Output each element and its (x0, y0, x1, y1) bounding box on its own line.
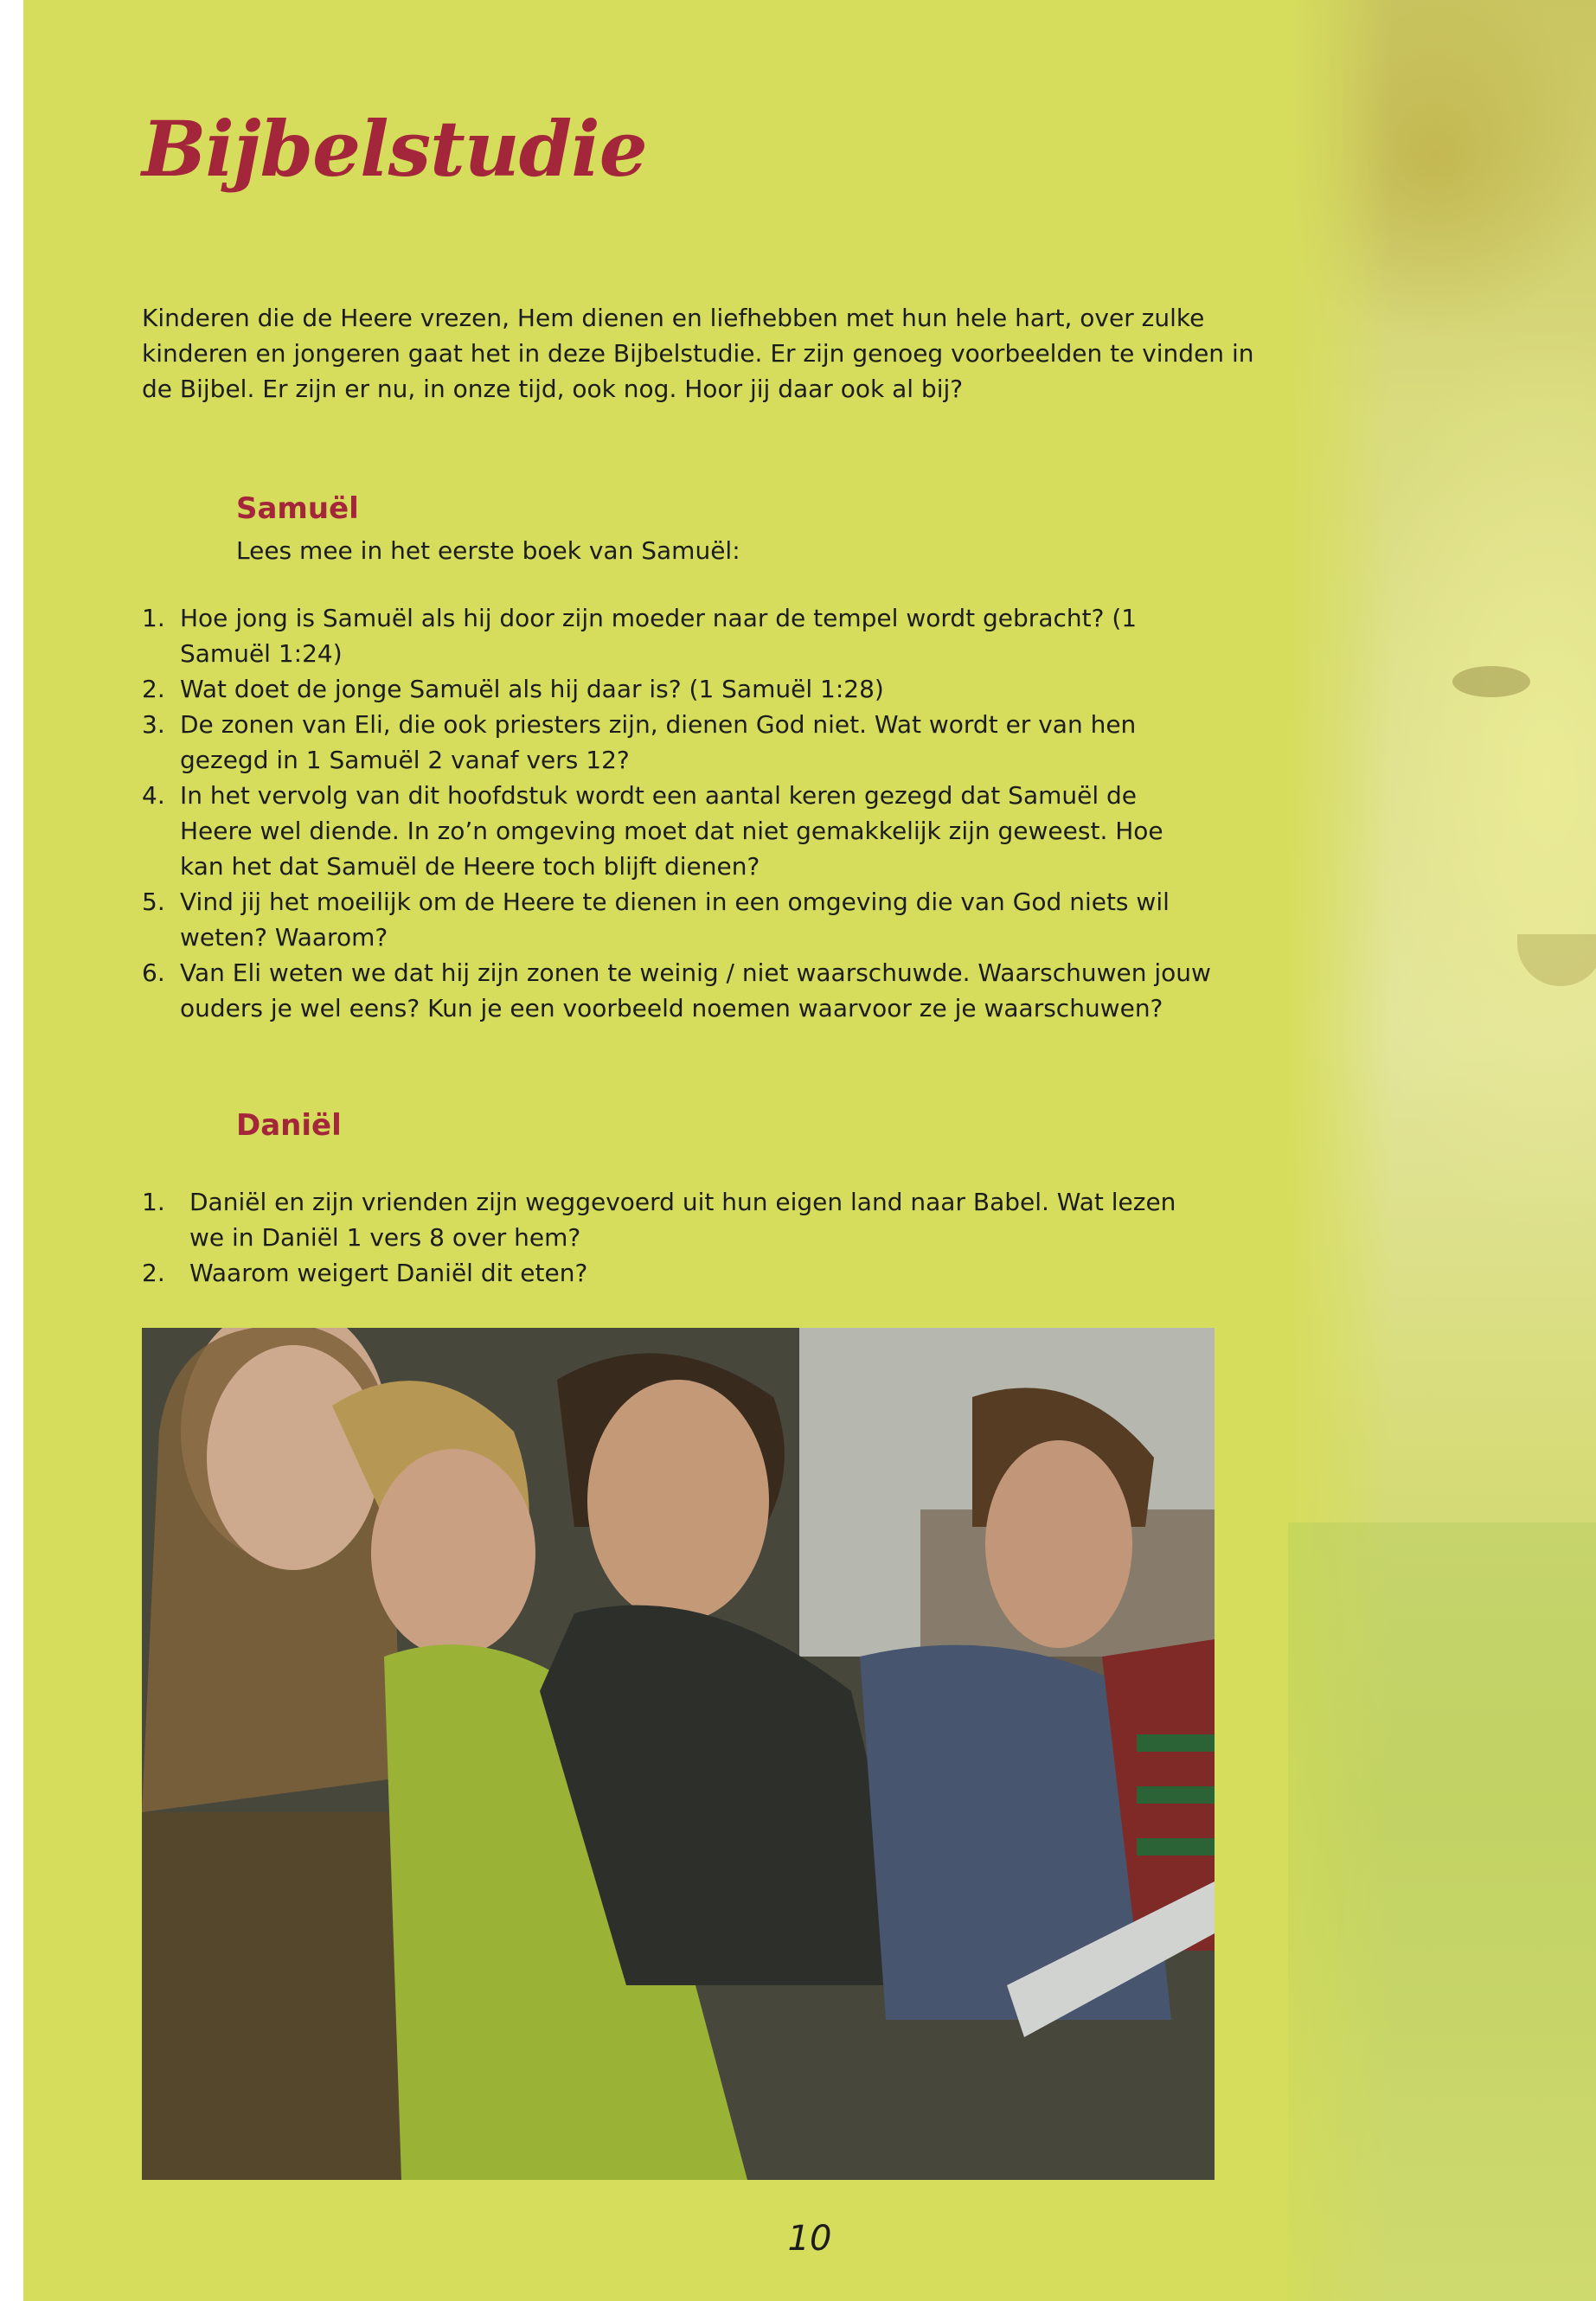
daniel-question-list (142, 1184, 1215, 1291)
question-text: Waarom weigert Daniël dit eten? (189, 1259, 588, 1287)
question-text: Daniël en zijn vrienden zijn weggevoerd uit hun eigen land naar Babel. Wat lezen we in Daniël 1 vers 8 over hem? (189, 1188, 1176, 1252)
portrait-eye (1452, 666, 1530, 697)
question-text: In het vervolg van dit hoofdstuk wordt een aantal keren gezegd dat Samuël de Heere wel diende. In zo’n omgeving moet dat niet gemakkelijk zijn geweest. Hoe kan het dat Samuël de Heere toch blijft dienen? (180, 781, 1163, 881)
question-number: 4. (142, 781, 165, 810)
page (23, 0, 1596, 2301)
list-item (142, 1184, 1215, 1255)
list-item (142, 778, 1215, 884)
question-text: De zonen van Eli, die ook priesters zijn, dienen God niet. Wat wordt er van hen gezegd in 1 Samuël 2 vanaf vers 12? (180, 710, 1137, 774)
background-portrait-image (1288, 0, 1596, 2301)
list-item (142, 707, 1215, 778)
portrait-smile (1517, 934, 1596, 986)
question-number: 1. (142, 1188, 165, 1216)
section-heading-samuel: Samuël (236, 491, 359, 526)
question-number: 2. (142, 675, 165, 703)
question-number: 3. (142, 710, 165, 739)
group-photo (142, 1328, 1215, 2180)
question-text: Vind jij het moeilijk om de Heere te dienen in een omgeving die van God niets wil weten? Waarom? (180, 888, 1170, 952)
page-number: 10 (787, 2219, 832, 2259)
question-number: 1. (142, 604, 165, 632)
group-photo-illustration (142, 1328, 1215, 2180)
list-item (142, 671, 1215, 707)
list-item (142, 884, 1215, 955)
question-text: Van Eli weten we dat hij zijn zonen te weinig / niet waarschuwde. Waarschuwen jouw ouders je wel eens? Kun je een voorbeeld noemen waarvoor ze je waarschuwen? (180, 958, 1211, 1022)
samuel-question-list (142, 600, 1215, 1026)
question-number: 6. (142, 958, 165, 987)
list-item (142, 955, 1215, 1026)
section-heading-daniel: Daniël (236, 1108, 342, 1143)
portrait-shirt (1288, 1522, 1596, 2301)
list-item (142, 1255, 1215, 1291)
intro-paragraph: Kinderen die de Heere vrezen, Hem dienen en liefhebben met hun hele hart, over zulke kinderen en jongeren gaat het in deze Bijbelstudie. Er zijn genoeg voorbeelden te vinden in de Bijbel. Er zijn er nu, in onze tijd, ook nog. Hoor jij daar ook al bij? (142, 304, 1254, 403)
question-number: 5. (142, 888, 165, 916)
question-text: Wat doet de jonge Samuël als hij daar is? (1 Samuël 1:28) (180, 675, 884, 703)
page-title: Bijbelstudie (142, 104, 647, 194)
question-number: 2. (142, 1259, 165, 1287)
list-item (142, 600, 1215, 671)
samuel-lead-text: Lees mee in het eerste boek van Samuël: (236, 536, 740, 565)
question-text: Hoe jong is Samuël als hij door zijn moeder naar de tempel wordt gebracht? (1 Samuël 1:24) (180, 604, 1138, 668)
